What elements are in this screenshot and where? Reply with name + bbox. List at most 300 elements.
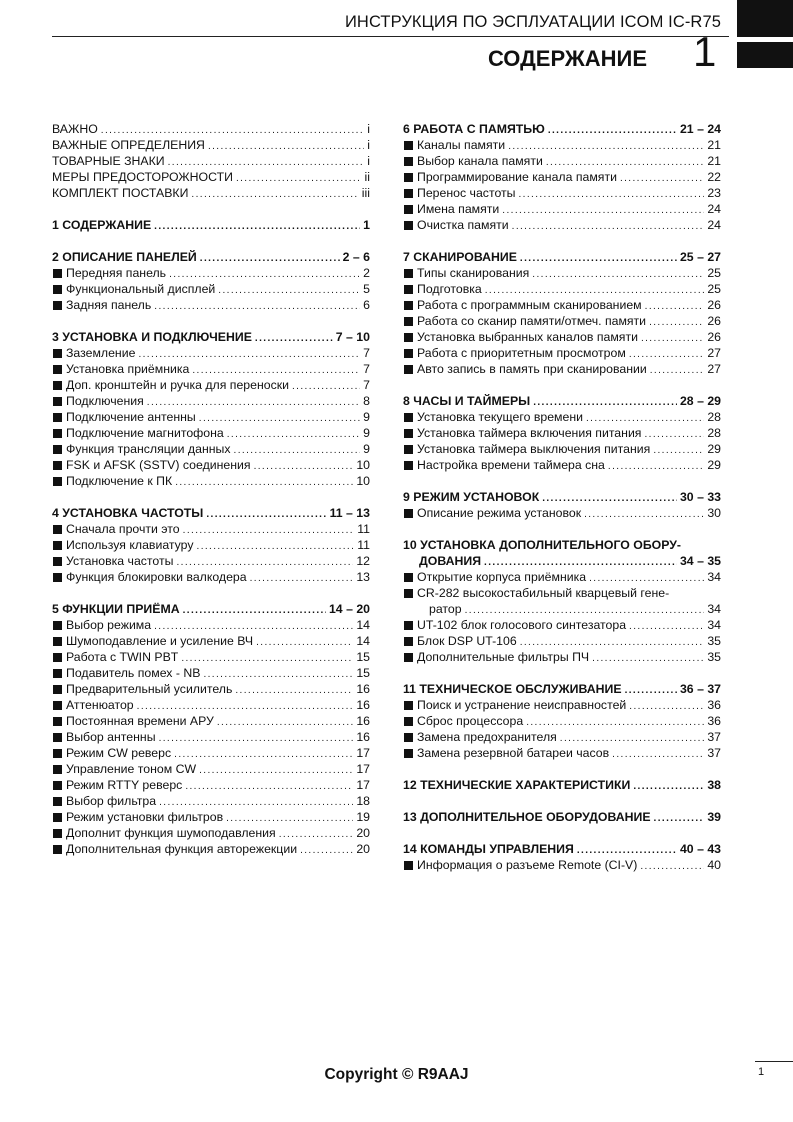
toc-subentry[interactable] [52,569,370,585]
toc-entry-title: Используя клавиатуру [66,538,194,552]
toc-page-number: 27 [707,362,721,376]
toc-subentry[interactable] [52,681,370,697]
toc-entry-title: Поиск и устранение неисправностей [417,698,627,712]
toc-gap [52,233,370,249]
dot-leader [181,651,353,665]
toc-section-entry[interactable] [403,489,721,505]
toc-page-number: 21 [707,154,721,168]
toc-subentry[interactable] [403,201,721,217]
toc-subentry[interactable] [52,521,370,537]
toc-column-right [403,121,721,873]
dot-leader [526,715,704,729]
toc-subentry[interactable] [52,697,370,713]
toc-page-number: 30 – 33 [679,490,721,504]
dot-leader [625,683,677,697]
toc-entry-title: Программирование канала памяти [417,170,617,184]
toc-page-number: 2 – 6 [342,250,370,264]
section-title: СОДЕРЖАНИЕ [487,46,647,71]
dot-leader [208,139,364,153]
toc-subentry[interactable] [52,377,370,393]
toc-subentry[interactable] [403,649,721,665]
dot-leader [650,363,705,377]
toc-page-number: 36 [707,698,721,712]
toc-entry-title: 1 СОДЕРЖАНИЕ [52,218,152,232]
toc-section-entry[interactable] [52,329,370,345]
dot-leader [279,827,354,841]
toc-gap [52,201,370,217]
dot-leader [191,187,358,201]
toc-subentry[interactable] [52,825,370,841]
toc-subentry[interactable] [403,217,721,233]
toc-page-number: 10 [356,458,370,472]
toc-entry-title: 14 КОМАНДЫ УПРАВЛЕНИЯ [403,842,574,856]
toc-section-entry[interactable] [403,537,721,553]
dot-leader [548,123,677,137]
toc-subentry[interactable] [52,729,370,745]
toc-entry-title: Сначала прочти это [66,522,180,536]
toc-section-entry[interactable] [52,217,370,233]
toc-subentry[interactable] [52,777,370,793]
toc-entry-title: Работа со сканир памяти/отмеч. памяти [417,314,647,328]
header-tab-bottom [737,42,793,68]
toc-entry-title: ВАЖНО [52,122,98,136]
toc-entry-title: Установка таймера выключения питания [417,442,651,456]
toc-subentry[interactable] [403,857,721,873]
dot-leader [641,331,704,345]
dot-leader [644,427,704,441]
toc-entry-title: FSK и AFSK (SSTV) соединения [66,458,251,472]
toc-entry-title: Доп. кронштейн и ручка для переноски [66,378,289,392]
dot-leader [560,731,705,745]
toc-entry[interactable] [52,137,370,153]
toc-subentry[interactable] [52,745,370,761]
toc-entry-title: Типы сканирования [417,266,530,280]
toc-subentry[interactable] [52,537,370,553]
footer-rule [755,1061,793,1062]
toc-entry-title: Шумоподавление и усиление ВЧ [66,634,254,648]
toc-page-number: 14 – 20 [328,602,370,616]
toc-entry-title: 11 ТЕХНИЧЕСКОЕ ОБСЛУЖИВАНИЕ [403,682,622,696]
toc-entry-title: Выбор режима [66,618,152,632]
toc-page-number: 20 [356,842,370,856]
toc-page-number: 13 [356,570,370,584]
toc-page-number: 26 [707,330,721,344]
toc-subentry[interactable] [403,137,721,153]
toc-page-number: 28 [707,410,721,424]
dot-leader [592,651,704,665]
toc-entry-title: UT-102 блок голосового синтезатора [417,618,627,632]
dot-leader [254,459,354,473]
toc-entry-title: ВАЖНЫЕ ОПРЕДЕЛЕНИЯ [52,138,205,152]
toc-page-number: 30 [707,506,721,520]
toc-gap [52,585,370,601]
toc-entry-title: Функция блокировки валкодера [66,570,247,584]
dot-leader [169,267,360,281]
toc-entry-title: Сброс процессора [417,714,524,728]
dot-leader [620,171,704,185]
toc-entry-title: 4 УСТАНОВКА ЧАСТОТЫ [52,506,204,520]
dot-leader [154,619,353,633]
toc-subentry[interactable] [403,185,721,201]
toc-entry[interactable] [52,169,370,185]
section-number: 1 [693,28,717,75]
toc-page-number: 11 [357,538,370,552]
toc-entry-title: Выбор фильтра [66,794,157,808]
toc-subentry[interactable] [403,633,721,649]
toc-page-number: 17 [356,778,370,792]
dot-leader [589,571,704,585]
toc-subentry[interactable] [52,617,370,633]
copyright: Copyright © R9AAJ [324,1066,469,1083]
toc-entry-title: Замена предохранителя [417,730,557,744]
dot-leader [226,811,353,825]
toc-subentry[interactable] [403,281,721,297]
toc-page-number: 26 [707,314,721,328]
toc-page-number: 36 – 37 [679,682,721,696]
toc-entry-title: Подключение магнитофона [66,426,224,440]
toc-page-number: 36 [707,714,721,728]
dot-leader [465,603,705,617]
toc-page-number: 25 [707,282,721,296]
toc-page-number: 24 [707,202,721,216]
toc-page-number: 5 [363,282,370,296]
toc-section-entry[interactable] [403,121,721,137]
toc-entry-title: Заземление [66,346,136,360]
toc-entry-title: Функция трансляции данных [66,442,231,456]
toc-entry-title: МЕРЫ ПРЕДОСТОРОЖНОСТИ [52,170,233,184]
dot-leader [608,459,704,473]
dot-leader [520,635,705,649]
dot-leader [200,251,340,265]
toc-page-number: iii [361,186,370,200]
toc-entry-title: Работа с TWIN PBT [66,650,179,664]
dot-leader [586,411,704,425]
toc-page-number: 9 [363,426,370,440]
toc-section-entry[interactable] [52,601,370,617]
toc-subentry[interactable] [403,425,721,441]
toc-page-number: 8 [363,394,370,408]
toc-page-number: i [367,122,370,136]
toc-page-number: 11 – 13 [329,506,370,520]
toc-entry-title: Режим CW реверс [66,746,172,760]
toc-page-number: 16 [356,682,370,696]
toc-entry-title: Задняя панель [66,298,152,312]
toc-page-number: 39 [707,810,721,824]
toc-page-number: 21 [707,138,721,152]
dot-leader [292,379,360,393]
toc-page-number: 34 [707,618,721,632]
toc-entry-title: ДОВАНИЯ [419,554,482,568]
dot-leader [159,731,354,745]
toc-page-number: 19 [356,810,370,824]
toc-entry-title: Подключения [66,394,144,408]
toc-subentry[interactable] [52,761,370,777]
toc-page-number: 29 [707,442,721,456]
toc-page-number: 16 [356,714,370,728]
toc-entry-title: Дополнит функция шумоподавления [66,826,276,840]
toc-subentry[interactable] [52,841,370,857]
toc-entry-title: Аттенюатор [66,698,134,712]
toc-page-number: 40 [707,858,721,872]
toc-page-number: 9 [363,442,370,456]
toc-entry-title: ратор [429,602,462,616]
toc-page-number: 6 [363,298,370,312]
dot-leader [236,171,362,185]
toc-subentry[interactable] [52,345,370,361]
toc-subentry[interactable] [52,473,370,489]
toc-subentry[interactable] [52,665,370,681]
toc-section-entry[interactable] [403,777,721,793]
toc-entry-title: Подготовка [417,282,482,296]
dot-leader [138,347,360,361]
toc-page-number: 9 [363,410,370,424]
page-number: 1 [758,1066,765,1078]
dot-leader [633,779,704,793]
dot-leader [197,539,355,553]
toc-gap [403,761,721,777]
toc-page-number: 23 [707,186,721,200]
toc-subentry[interactable] [403,345,721,361]
dot-leader [183,523,355,537]
dot-leader [649,315,704,329]
toc-page-number: 21 – 24 [679,122,721,136]
dot-leader [185,779,353,793]
toc-page-number: 10 [356,474,370,488]
dot-leader [101,123,364,137]
toc-entry-title: Выбор антенны [66,730,156,744]
toc-page-number: 37 [707,730,721,744]
dot-leader [227,427,360,441]
dot-leader [629,699,704,713]
toc-subentry[interactable] [52,441,370,457]
toc-subentry[interactable] [52,457,370,473]
dot-leader [199,763,353,777]
toc-page-number: i [367,154,370,168]
dot-leader [256,635,353,649]
toc-entry-title: 2 ОПИСАНИЕ ПАНЕЛЕЙ [52,250,197,264]
toc-gap [403,377,721,393]
toc-page-number: 14 [356,634,370,648]
toc-entry-title: Замена резервной батареи часов [417,746,610,760]
dot-leader [612,747,704,761]
dot-leader [176,555,353,569]
toc-page-number: 29 [707,458,721,472]
toc-page-number: 14 [356,618,370,632]
toc-entry-title: 7 СКАНИРОВАНИЕ [403,250,517,264]
toc-entry-title: Дополнительные фильтры ПЧ [417,650,590,664]
dot-leader [577,843,677,857]
toc-subentry[interactable] [403,729,721,745]
toc-entry-title: Установка таймера включения питания [417,426,642,440]
dot-leader [154,219,360,233]
dot-leader [518,187,704,201]
toc-entry-title: 3 УСТАНОВКА И ПОДКЛЮЧЕНИЕ [52,330,252,344]
dot-leader [653,443,704,457]
toc-entry[interactable] [52,185,370,201]
toc-subentry[interactable] [52,281,370,297]
dot-leader [203,667,353,681]
toc-subentry[interactable] [52,265,370,281]
toc-subentry[interactable] [52,361,370,377]
toc-section-entry[interactable] [403,553,721,569]
toc-entry-title: Имена памяти [417,202,500,216]
toc-subentry[interactable] [403,505,721,521]
toc-subentry[interactable] [52,633,370,649]
dot-leader [300,843,353,857]
toc-subentry[interactable] [52,649,370,665]
toc-subentry[interactable] [403,153,721,169]
toc-page-number: 34 [707,602,721,616]
toc-entry-title: Каналы памяти [417,138,506,152]
dot-leader [159,795,353,809]
dot-leader [168,155,365,169]
toc-page-number: 35 [707,650,721,664]
toc-gap [52,489,370,505]
toc-page-number: 28 [707,426,721,440]
toc-subentry[interactable] [403,745,721,761]
dot-leader [645,299,705,313]
dot-leader [629,619,704,633]
dot-leader [512,219,705,233]
toc-subentry[interactable] [52,553,370,569]
toc-column-left [52,121,370,857]
toc-page-number: 38 [707,778,721,792]
dot-leader [218,283,360,297]
toc-entry-title: 8 ЧАСЫ И ТАЙМЕРЫ [403,394,531,408]
toc-page-number: 27 [707,346,721,360]
dot-leader [542,491,677,505]
dot-leader [235,683,353,697]
toc-page-number: 7 [363,346,370,360]
toc-page-number: 7 [363,378,370,392]
dot-leader [629,347,705,361]
toc-page-number: 12 [356,554,370,568]
toc-subentry[interactable] [52,297,370,313]
toc-page-number: 7 [363,362,370,376]
toc-subentry[interactable] [52,409,370,425]
toc-gap [403,665,721,681]
toc-page-number: 11 [357,522,370,536]
toc-page-number: 35 [707,634,721,648]
toc-entry-title: Открытие корпуса приёмника [417,570,587,584]
toc-subentry[interactable] [403,361,721,377]
toc-section-entry[interactable] [52,249,370,265]
toc-entry-title: Работа с приоритетным просмотром [417,346,626,360]
toc-subentry[interactable] [403,697,721,713]
toc-subentry[interactable] [403,265,721,281]
toc-entry-title: Установка приёмника [66,362,190,376]
toc-page-number: 2 [363,266,370,280]
toc-entry-title: Перенос частоты [417,186,516,200]
toc-subentry[interactable] [403,617,721,633]
toc-entry-title: Работа с программным сканированием [417,298,642,312]
toc-entry-title: Установка частоты [66,554,174,568]
toc-entry[interactable] [52,121,370,137]
dot-leader [192,363,360,377]
toc-page-number: 24 [707,218,721,232]
toc-entry-title: Установка текущего времени [417,410,583,424]
toc-subentry[interactable] [403,297,721,313]
toc-entry-title: Подключение антенны [66,410,196,424]
toc-subentry[interactable] [403,457,721,473]
toc-entry-title: 13 ДОПОЛНИТЕЛЬНОЕ ОБОРУДОВАНИЕ [403,810,651,824]
toc-subentry[interactable] [52,793,370,809]
toc-page-number: 22 [707,170,721,184]
toc-subentry[interactable] [403,169,721,185]
toc-subentry[interactable] [403,713,721,729]
toc-entry-title: 12 ТЕХНИЧЕСКИЕ ХАРАКТЕРИСТИКИ [403,778,631,792]
toc-section-entry[interactable] [403,681,721,697]
toc-entry-title: 9 РЕЖИМ УСТАНОВОК [403,490,540,504]
toc-entry-title: CR-282 высокостабильный кварцевый гене- [417,586,670,600]
dot-leader [508,139,704,153]
toc-page-number: 34 [707,570,721,584]
dot-leader [250,571,354,585]
toc-subentry[interactable] [403,313,721,329]
toc-subentry[interactable] [403,441,721,457]
dot-leader [183,603,326,617]
dot-leader [147,395,360,409]
toc-subentry[interactable] [52,713,370,729]
toc-gap [403,825,721,841]
toc-entry[interactable] [52,153,370,169]
toc-entry-title: Очистка памяти [417,218,509,232]
toc-entry-title: Информация о разъеме Remote (CI-V) [417,858,638,872]
dot-leader [533,395,677,409]
dot-leader [137,699,354,713]
toc-entry-title: Подключение к ПК [66,474,173,488]
toc-subentry[interactable] [52,393,370,409]
toc-subentry[interactable] [403,409,721,425]
toc-entry-title: Установка выбранных каналов памяти [417,330,638,344]
dot-leader [502,203,704,217]
toc-section-entry[interactable] [403,841,721,857]
toc-subentry[interactable] [403,569,721,585]
toc-page-number: 15 [356,650,370,664]
toc-section-entry[interactable] [403,249,721,265]
toc-subentry[interactable] [403,601,721,617]
toc-entry-title: Режим установки фильтров [66,810,224,824]
toc-section-entry[interactable] [403,393,721,409]
toc-page-number: 25 – 27 [679,250,721,264]
toc-entry-title: Предварительный усилитель [66,682,233,696]
toc-gap [403,473,721,489]
toc-entry-title: Функциональный дисплей [66,282,216,296]
toc-page-number: 7 – 10 [335,330,370,344]
toc-page-number: 28 – 29 [679,394,721,408]
toc-entry-title: Дополнительная функция авторежекции [66,842,298,856]
toc-subentry[interactable] [403,329,721,345]
toc-subentry[interactable] [52,809,370,825]
dot-leader [584,507,704,521]
dot-leader [234,443,361,457]
dot-leader [640,859,704,873]
toc-section-entry[interactable] [403,809,721,825]
toc-subentry[interactable] [52,425,370,441]
toc-subentry[interactable] [403,585,721,601]
dot-leader [217,715,353,729]
toc-entry-title: Настройка времени таймера сна [417,458,605,472]
toc-entry-title: Постоянная времени АРУ [66,714,214,728]
toc-entry-title: Блок DSP UT-106 [417,634,517,648]
dot-leader [484,555,677,569]
dot-leader [255,331,333,345]
toc-page-number: 1 [363,218,370,232]
toc-gap [403,521,721,537]
dot-leader [199,411,360,425]
toc-page-number: 37 [707,746,721,760]
toc-section-entry[interactable] [52,505,370,521]
